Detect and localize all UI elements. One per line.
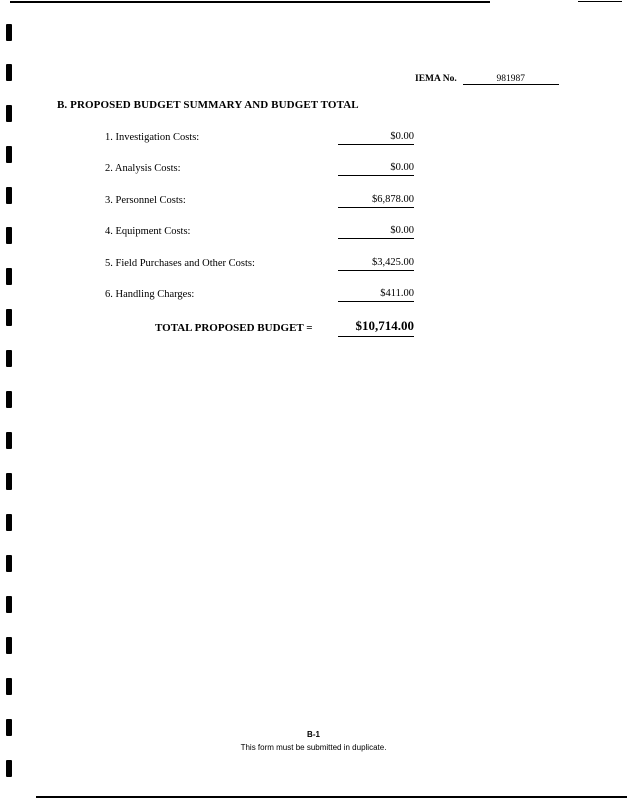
footer-note: This form must be submitted in duplicate. bbox=[240, 743, 387, 752]
binder-hole-mark bbox=[6, 637, 12, 654]
bottom-border-line bbox=[36, 796, 627, 798]
binder-hole-mark bbox=[6, 187, 12, 204]
iema-number-value: 981987 bbox=[463, 74, 559, 85]
budget-line-item bbox=[105, 221, 414, 241]
budget-line-item bbox=[105, 284, 414, 304]
binder-hole-mark bbox=[6, 268, 12, 285]
line-item-label: 6. Handling Charges: bbox=[105, 289, 195, 300]
line-item-amount: $0.00 bbox=[338, 131, 414, 145]
binder-hole-mark bbox=[6, 678, 12, 695]
line-item-amount: $6,878.00 bbox=[338, 194, 414, 208]
binder-hole-mark bbox=[6, 24, 12, 41]
binder-hole-mark bbox=[6, 391, 12, 408]
binder-hole-mark bbox=[6, 146, 12, 163]
binder-hole-mark bbox=[6, 473, 12, 490]
top-border-line-right bbox=[578, 1, 622, 2]
binder-hole-mark bbox=[6, 64, 12, 81]
line-item-label: 4. Equipment Costs: bbox=[105, 226, 191, 237]
iema-number-field bbox=[415, 74, 559, 85]
binder-hole-mark bbox=[6, 432, 12, 449]
line-item-amount: $411.00 bbox=[338, 288, 414, 302]
binder-hole-mark bbox=[6, 760, 12, 777]
binder-hole-mark bbox=[6, 596, 12, 613]
binder-hole-mark bbox=[6, 555, 12, 572]
line-item-amount: $0.00 bbox=[338, 225, 414, 239]
total-label: TOTAL PROPOSED BUDGET = bbox=[155, 322, 313, 334]
section-title: B. PROPOSED BUDGET SUMMARY AND BUDGET TOTAL bbox=[57, 99, 359, 111]
top-border-line bbox=[10, 1, 490, 3]
line-item-amount: $0.00 bbox=[338, 162, 414, 176]
line-item-label: 3. Personnel Costs: bbox=[105, 195, 186, 206]
budget-total-row bbox=[150, 317, 414, 339]
binder-hole-mark bbox=[6, 309, 12, 326]
binder-hole-mark bbox=[6, 227, 12, 244]
budget-line-item bbox=[105, 127, 414, 147]
line-item-label: 1. Investigation Costs: bbox=[105, 132, 200, 143]
total-amount: $10,714.00 bbox=[338, 318, 414, 337]
iema-label: IEMA No. bbox=[415, 74, 457, 84]
line-item-label: 2. Analysis Costs: bbox=[105, 163, 181, 174]
budget-line-item bbox=[105, 190, 414, 210]
binder-hole-mark bbox=[6, 105, 12, 122]
line-item-label: 5. Field Purchases and Other Costs: bbox=[105, 258, 255, 269]
page-number: B-1 bbox=[307, 730, 320, 739]
binder-hole-mark bbox=[6, 514, 12, 531]
budget-line-item bbox=[105, 158, 414, 178]
binder-hole-mark bbox=[6, 350, 12, 367]
line-item-amount: $3,425.00 bbox=[338, 257, 414, 271]
budget-line-item bbox=[105, 253, 414, 273]
